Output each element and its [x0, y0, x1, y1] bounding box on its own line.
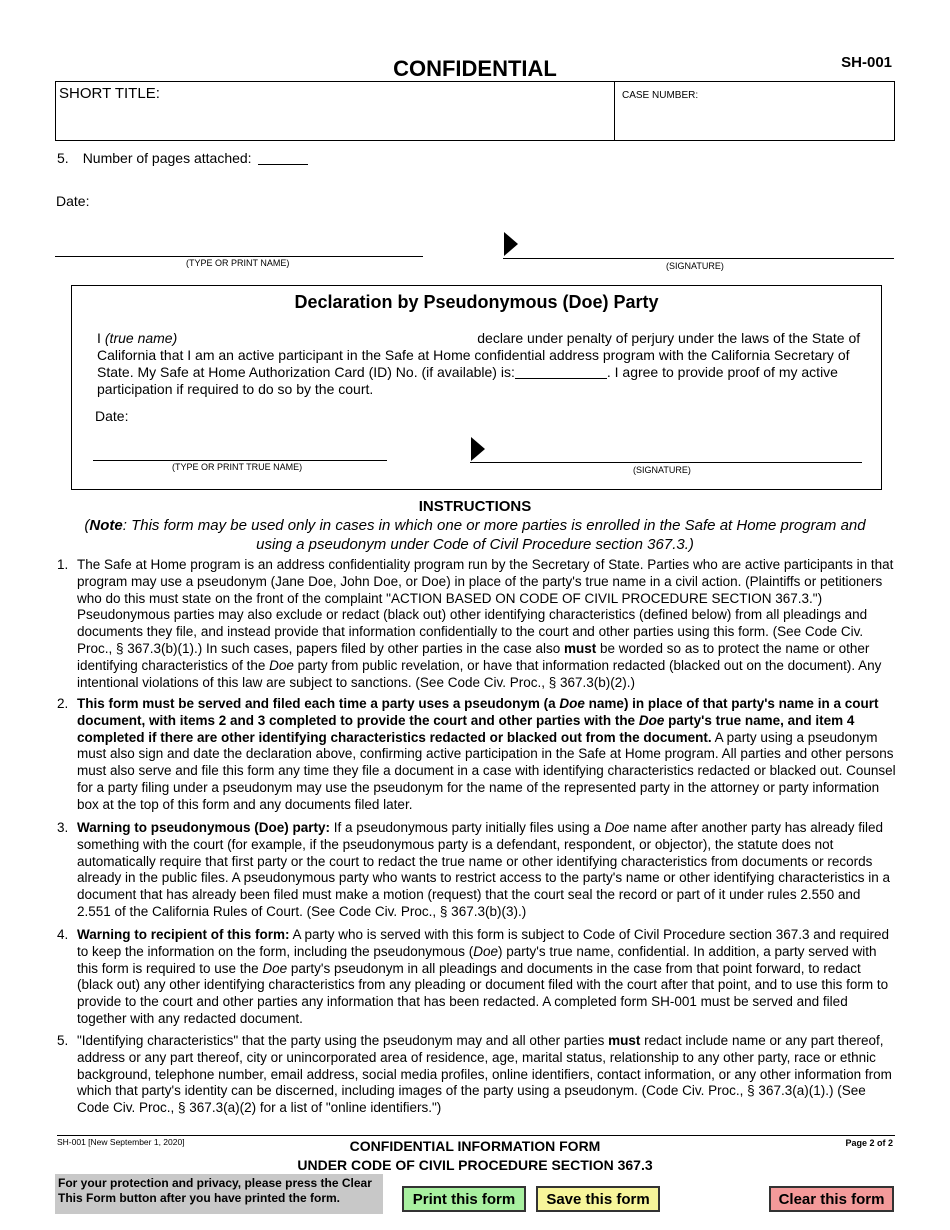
footer-title: [0, 1137, 950, 1175]
save-button[interactable]: Save this form: [536, 1186, 660, 1212]
instruction-body: [77, 1033, 897, 1117]
item1-text-b: be worded so as to protect the name or other identifying characteristics of the: [77, 640, 870, 673]
page-title: CONFIDENTIAL: [393, 56, 557, 81]
item5-text-b: redact include name or any part thereof, address or any part thereof, city or unincorporated area of residence, age, marital status, relationship to any other party, race or ethnic background, telephone number, email address, social media profiles, online identifiers, contact information, or any other information from which that party's identity can be discerned, including images of the party using a pseudonym. (Code Civ. Proc., § 367.3(a)(1).) (See Code Civ. Proc., § 367.3(a)(2) for a list of "online identifiers."): [77, 1033, 892, 1116]
case-number-label: CASE NUMBER:: [622, 90, 699, 101]
instruction-body: [77, 557, 897, 691]
item5-text-a: "Identifying characteristics" that the party using the pseudonym may and all other parties: [77, 1033, 609, 1048]
item-number: 3.: [57, 820, 69, 835]
item4-text-c: party's pseudonym in all pleadings and documents in the case from that point forward, to redact (black out) any other identifying characteristics from any pleading or document filed with the court after that point, and to use this form to provide to the court and other parties any information that has been redacted. A completed form SH-001 must be served and filed together with any redacted document.: [77, 960, 889, 1026]
item3-doe: Doe: [604, 820, 630, 835]
item3-text-a: If a pseudonymous party initially files using a: [330, 820, 605, 835]
item-number: 5.: [57, 1033, 69, 1048]
instruction-body: [77, 820, 897, 921]
item2-doe2: Doe: [638, 712, 665, 728]
item1-text-c: party from public revelation, or have that information redacted (blacked out on the document). Any intentional violations of this law are subject to sanctions. (See Code Civ. Proc., § 367.3(b)(2).): [77, 657, 882, 690]
item4-doe2: Doe: [262, 960, 288, 976]
signature-arrow-icon: [504, 232, 518, 256]
print-name-caption: (TYPE OR PRINT NAME): [186, 258, 290, 268]
declaration-text-part2: . I agree to provide proof of my active participation if required to do so by the court.: [97, 364, 838, 397]
item2-bold-c: party's true name, and item 4 completed if there are other identifying characteristics redacted or blacked out from the document.: [77, 712, 855, 745]
item1-doe: Doe: [269, 657, 294, 673]
note-open-paren: (: [84, 517, 90, 534]
instruction-item-5: [57, 1033, 897, 1117]
pages-attached-field[interactable]: [258, 152, 308, 165]
date-label: Date:: [56, 193, 90, 209]
footer-title-line2: UNDER CODE OF CIVIL PROCEDURE SECTION 367.3: [297, 1157, 653, 1173]
form-revision: SH-001 [New September 1, 2020]: [57, 1137, 185, 1147]
item1-must: must: [564, 640, 597, 656]
footer-rule: [57, 1135, 895, 1136]
instruction-item-3: [57, 820, 897, 921]
signature-line[interactable]: [503, 258, 894, 259]
note-text: : This form may be used only in cases in which one or more parties is enrolled in the Safe at Home program and using a pseudonym under Code of Civil Procedure section 367.3.): [122, 517, 866, 553]
caption-box: [55, 81, 895, 141]
item4-bold: Warning to recipient of this form:: [77, 927, 290, 942]
item1-text-a: The Safe at Home program is an address confidentiality program run by the Secretary of State. Parties who are active participants in that program may use a pseudonym (Jane Doe, John Doe, or Doe) in place of the party's true name in a civil action. (Plaintiffs or petitioners who do this must state on the front of the complaint "ACTION BASED ON CODE OF CIVIL PROCEDURE SECTION 367.3.") Pseudonymous parties may also exclude or redact (black out) other identifying characteristics (defined below) from all pleadings and documents they file, and instead provide that information confidentially to the court and other parties using this form. (See Code Civ. Proc., § 367.3(b)(1).) In such cases, papers filed by other parties in the case also: [77, 557, 894, 656]
true-name-line[interactable]: [93, 460, 387, 461]
instruction-item-1: [57, 557, 897, 691]
true-name-caption: (TYPE OR PRINT TRUE NAME): [172, 462, 303, 472]
instruction-body: [77, 927, 897, 1028]
privacy-line1: For your protection and privacy, please press the Clear: [58, 1176, 372, 1190]
item2-bold-b: name) in place of that party's name in a court document, with items 2 and 3 completed to provide the court and other parties with the: [77, 696, 879, 728]
item4-text-b: ) party's true name, confidential. In addition, a party served with this form is required to use the: [77, 943, 877, 976]
pages-attached-label: Number of pages attached:: [82, 150, 252, 166]
item2-doe1: Doe: [559, 696, 585, 711]
declaration-title: Declaration by Pseudonymous (Doe) Party: [294, 292, 659, 312]
instructions-title: INSTRUCTIONS: [418, 498, 532, 515]
item4-text-a: A party who is served with this form is subject to Code of Civil Procedure section 367.3 and required to keep the information on the form, including the pseudonymous (: [77, 927, 890, 959]
declaration-text-part1: declare under penalty of perjury under the laws of the State of California that I am an active participant in the Safe at Home confidential address program with the California Secretary of State. My Safe at Home Authorization Card (ID) No. (if available) is:: [97, 330, 861, 380]
item3-text-b: name after another party has already filed something with the court (for example, if the pseudonymous party is a defendant, respondent, or objector), the statute does not automatically require that first party or the court to redact the true name or other identifying characteristics from documents or records already in the public files. A pseudonymous party who wants to restrict access to the party's name or other identifying characteristics in a document that has already been filed must make a motion (request) that the court seal the record or part of it under rules 2.550 and 2.551 of the California Rules of Court. (See Code Civ. Proc., § 367.3(b)(3).): [77, 820, 890, 919]
note-bold: Note: [89, 517, 123, 534]
true-name-hint: (true name): [104, 330, 178, 346]
print-button[interactable]: Print this form: [402, 1186, 526, 1212]
declaration-signature-arrow-icon: [471, 437, 485, 461]
instruction-item-4: [57, 927, 897, 1028]
footer-title-line1: CONFIDENTIAL INFORMATION FORM: [349, 1138, 601, 1154]
item-number: 2.: [57, 696, 69, 711]
pages-attached-row: [57, 150, 308, 166]
page-number: Page 2 of 2: [845, 1138, 893, 1148]
print-name-line[interactable]: [55, 256, 423, 257]
item2-rest: A party using a pseudonym must also sign and date the declaration above, confirming active participation in the Safe at Home program. All parties and other persons must also serve and file this form any time they file a document in a case with identifying characteristics redacted or blacked out. Counsel for a party filing under a pseudonym may use the pseudonym for the name of the represented party in the attorney or party information box at the top of this form and any documents filed later.: [77, 729, 896, 812]
clear-button[interactable]: Clear this form: [769, 1186, 894, 1212]
instruction-body: [77, 696, 897, 814]
item-number: 1.: [57, 557, 69, 572]
item-number: 4.: [57, 927, 69, 942]
declaration-i: I: [97, 330, 101, 346]
short-title-label: SHORT TITLE:: [59, 85, 160, 102]
item2-bold-a: This form must be served and filed each time a party uses a pseudonym (a: [77, 696, 560, 711]
signature-caption: (SIGNATURE): [666, 261, 724, 271]
declaration-signature-line[interactable]: [470, 462, 862, 463]
instruction-item-2: [57, 696, 897, 814]
declaration-date-label: Date:: [95, 408, 129, 424]
privacy-line2: This Form button after you have printed the form.: [58, 1191, 341, 1205]
instructions-note: [80, 516, 870, 554]
item5-must: must: [608, 1033, 641, 1048]
privacy-notice: [55, 1174, 383, 1214]
id-number-field[interactable]: [515, 366, 607, 379]
declaration-signature-caption: (SIGNATURE): [633, 465, 691, 475]
item3-bold: Warning to pseudonymous (Doe) party:: [77, 820, 330, 835]
item4-doe1: Doe: [473, 943, 498, 959]
caption-divider: [614, 82, 615, 140]
form-number: SH-001: [841, 54, 892, 71]
item-number: 5.: [57, 150, 69, 166]
declaration-text: [97, 330, 872, 398]
